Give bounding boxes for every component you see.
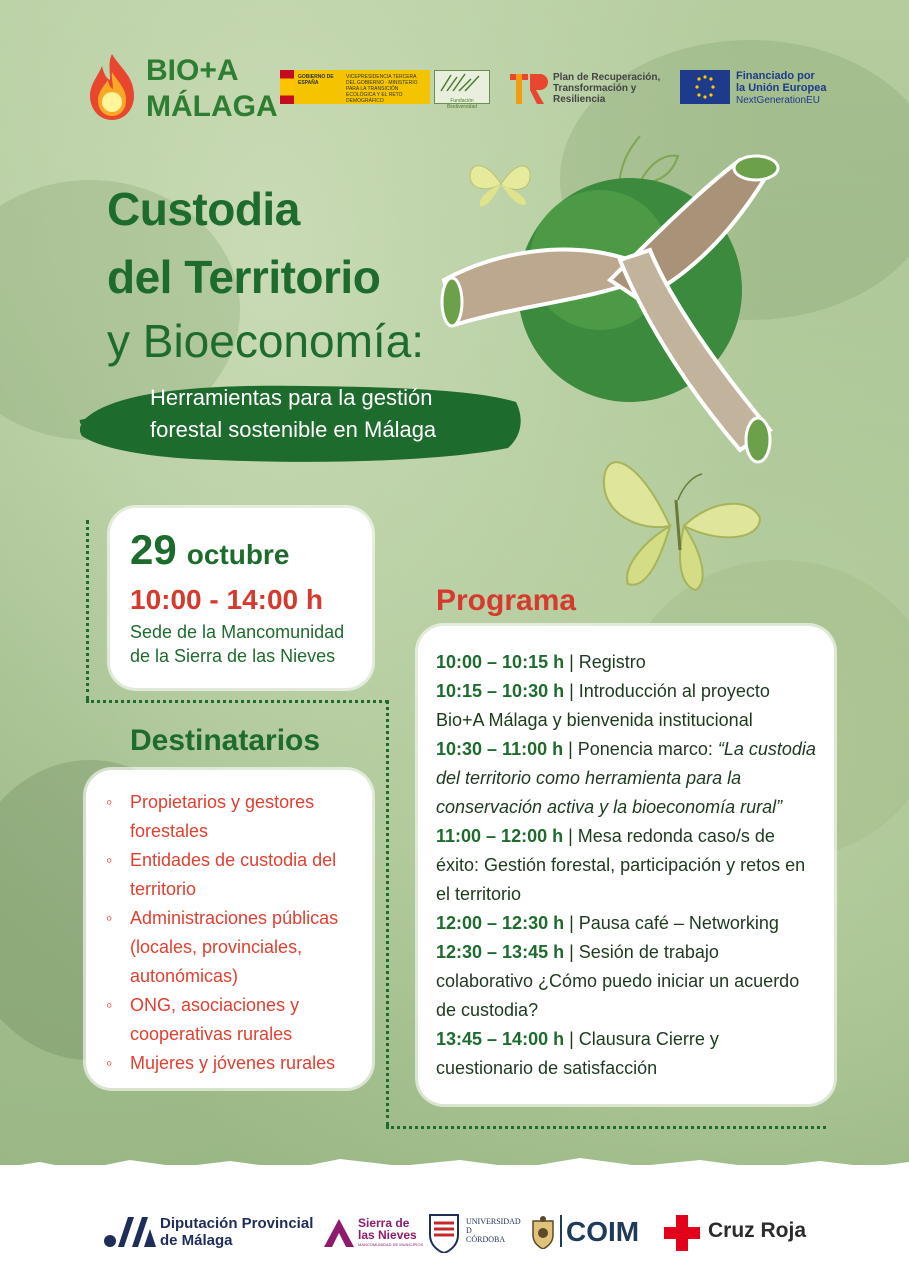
programa-text: Ponencia marco: xyxy=(577,739,718,759)
programa-time: 12:30 – 13:45 h xyxy=(436,942,565,962)
uco-line1: UNIVERSIDAD xyxy=(466,1217,521,1226)
programa-separator: | xyxy=(564,681,579,701)
eu-line1: Financiado por xyxy=(736,70,815,82)
eu-line2: la Unión Europea xyxy=(736,82,827,94)
programa-separator: | xyxy=(564,942,579,962)
programa-time: 11:00 – 12:00 h xyxy=(436,826,564,846)
grass-icon xyxy=(435,71,489,93)
butterfly-large-icon xyxy=(600,440,770,600)
cruz-roja-text: Cruz Roja xyxy=(708,1219,807,1242)
diputacion-line2: de Málaga xyxy=(160,1232,233,1249)
venue-line1: Sede de la Mancomunidad xyxy=(130,622,345,642)
footer xyxy=(0,1165,909,1285)
destinatarios-heading: Destinatarios xyxy=(130,724,321,757)
butterfly-small-icon xyxy=(466,154,536,212)
destinatario-item: ◦ Entidades de custodia del territorio xyxy=(102,846,360,904)
programa-separator: | xyxy=(564,652,579,672)
prtr-logo-icon xyxy=(508,70,548,106)
programa-text: Clausura Cierre y cuestionario de satisfacción xyxy=(436,1029,719,1078)
programa-item xyxy=(436,735,820,822)
subtitle-line2: forestal sostenible en Málaga xyxy=(150,417,437,442)
red-cross-icon xyxy=(664,1215,700,1251)
programa-separator: | xyxy=(563,739,578,759)
dotted-guide xyxy=(386,700,389,1126)
programa-time: 13:45 – 14:00 h xyxy=(436,1029,565,1049)
programa-item xyxy=(436,1025,820,1083)
diputacion-logo-icon xyxy=(104,1215,156,1249)
title-line2: del Territorio xyxy=(107,251,381,303)
uco-shield-icon xyxy=(428,1213,460,1253)
eu-flag-icon xyxy=(680,70,730,104)
event-time: 10:00 - 14:00 h xyxy=(130,584,323,615)
destinatario-item: ◦ Administraciones públicas (locales, provinciales, autonómicas) xyxy=(102,904,360,991)
subtitle-line1: Herramientas para la gestión xyxy=(150,385,433,410)
programa-item xyxy=(436,909,820,938)
spain-flag-icon xyxy=(280,70,294,104)
programa-time: 10:00 – 10:15 h xyxy=(436,652,565,672)
coim-crest-icon xyxy=(530,1215,556,1249)
dotted-guide xyxy=(86,700,388,703)
event-month: octubre xyxy=(186,539,290,570)
prtr-text: Plan de Recuperación, Transformación y Resiliencia xyxy=(553,72,661,105)
programa-text: Registro xyxy=(578,652,646,672)
destinatario-item: ◦ ONG, asociaciones y cooperativas rurales xyxy=(102,991,360,1049)
sierra-line2: las Nieves xyxy=(358,1228,417,1242)
programa-text: Mesa redonda caso/s de éxito: Gestión forestal, participación y retos en el territorio xyxy=(436,826,806,904)
programa-item xyxy=(436,822,820,909)
gov-name: GOBIERNO DE ESPAÑA xyxy=(298,74,334,86)
diputacion-line1: Diputación Provincial xyxy=(160,1215,314,1232)
destinatario-item: ◦ Propietarios y gestores forestales xyxy=(102,788,360,846)
eu-line3: NextGenerationEU xyxy=(736,95,820,106)
programa-italic-text: “La custodia del territorio como herramienta para la conservación activa y la bioeconomía rural” xyxy=(436,739,816,817)
fundacion-biodiversidad-logo xyxy=(434,70,490,110)
coim-divider xyxy=(560,1215,562,1247)
programa-separator: | xyxy=(564,1029,579,1049)
bio-logo-line1: BIO+A xyxy=(146,54,239,87)
dotted-guide xyxy=(86,520,89,700)
programa-text: Sesión de trabajo colaborativo ¿Cómo puedo iniciar un acuerdo de custodia? xyxy=(436,942,800,1020)
uco-line3: CÓRDOBA xyxy=(466,1235,506,1244)
programa-text: Introducción al proyecto Bio+A Málaga y bienvenida institucional xyxy=(436,681,770,730)
fundacion-label: Fundación Biodiversidad xyxy=(446,98,478,110)
programa-text: Pausa café – Networking xyxy=(578,913,779,933)
coim-text: COIM xyxy=(566,1216,640,1247)
programa-time: 12:00 – 12:30 h xyxy=(436,913,565,933)
flame-logo-icon xyxy=(86,52,138,122)
programa-separator: | xyxy=(564,913,579,933)
title-line3: y Bioeconomía: xyxy=(107,315,425,367)
programa-heading: Programa xyxy=(436,584,577,617)
gov-text: VICEPRESIDENCIA TERCERA DEL GOBIERNO · MINISTERIO PARA LA TRANSICIÓN ECOLÓGICA Y EL RETO DEMOGRÁFICO xyxy=(346,74,418,104)
programa-time: 10:15 – 10:30 h xyxy=(436,681,565,701)
sierra-nieves-logo-icon xyxy=(322,1215,356,1251)
dotted-guide xyxy=(386,1126,826,1129)
sierra-line1: Sierra de xyxy=(358,1216,410,1230)
venue-line2: de la Sierra de las Nieves xyxy=(130,646,336,666)
programa-item xyxy=(436,938,820,1025)
programa-list xyxy=(436,648,820,1083)
event-day: 29 xyxy=(130,526,177,573)
uco-line2: D xyxy=(466,1226,472,1235)
destinatarios-list xyxy=(102,788,360,1078)
programa-separator: | xyxy=(563,826,578,846)
gobierno-logo xyxy=(280,70,430,104)
sierra-sub: MANCOMUNIDAD DE MUNICIPIOS xyxy=(358,1242,424,1247)
title-line1: Custodia xyxy=(107,183,300,235)
destinatario-item: ◦ Mujeres y jóvenes rurales xyxy=(102,1049,360,1078)
programa-item xyxy=(436,648,820,677)
date-line xyxy=(130,526,289,574)
bio-logo-line2: MÁLAGA xyxy=(146,90,278,123)
programa-time: 10:30 – 11:00 h xyxy=(436,739,564,759)
programa-item xyxy=(436,677,820,735)
